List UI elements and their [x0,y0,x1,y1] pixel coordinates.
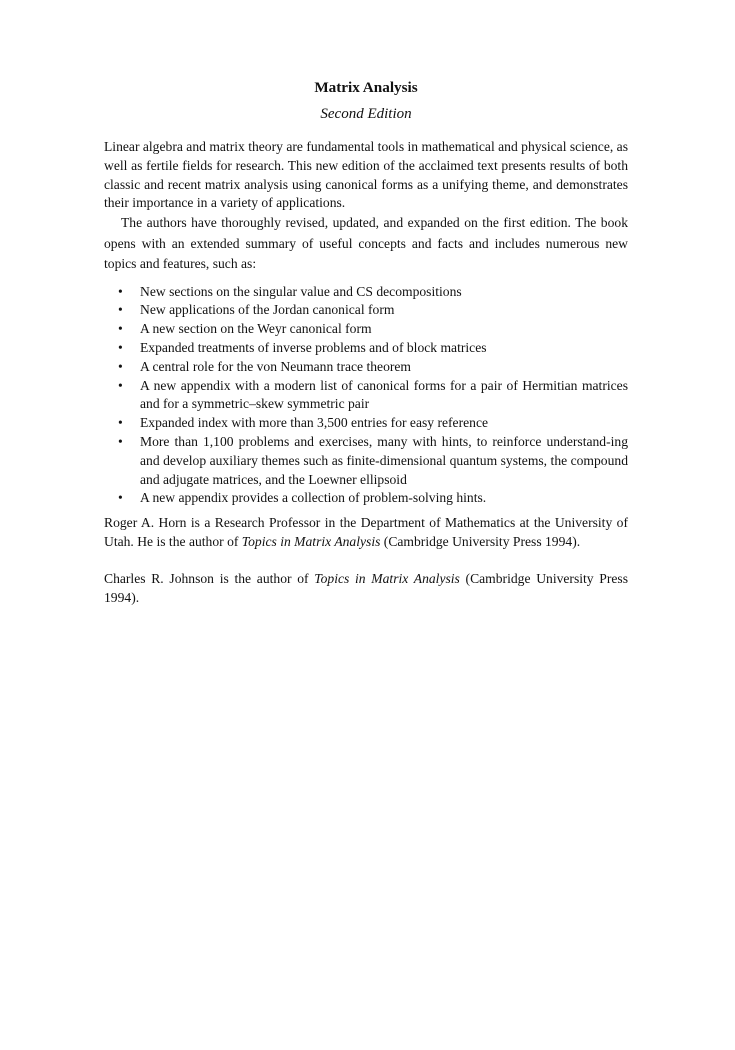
bullet-icon: • [118,302,123,318]
book-title: Matrix Analysis [314,79,418,96]
bullet-icon: • [118,321,123,337]
bio-text: Charles R. Johnson is the author of [104,570,315,586]
bullet-icon: • [118,340,123,356]
bullet-icon: • [118,283,123,299]
feature-text: A new appendix with a modern list of canonical forms for a pair of Hermitian matrices and for a symmetric–skew symmetric pair [140,377,628,412]
feature-item [104,301,628,320]
revision-paragraph: The authors have thoroughly revised, updated, and expanded on the first edition. The book opens with an extended summary of useful concepts and facts and includes numerous new topics and features, such as: [104,215,628,272]
bio-text: Roger A. Horn is a Research Professor in the Department of Mathematics at the University of Utah. He is the author of [104,515,628,550]
feature-item [104,377,628,415]
author-bio-johnson [104,570,628,608]
bullet-icon: • [118,358,123,374]
feature-item [104,414,628,433]
feature-text: A new appendix provides a collection of problem-solving hints. [140,490,487,506]
book-reference: Topics in Matrix Analysis [314,570,460,586]
bio-text: (Cambridge University Press 1994). [104,570,629,605]
feature-text: New applications of the Jordan canonical form [140,302,395,318]
book-description-page [104,78,628,607]
feature-item [104,283,628,302]
feature-text: A central role for the von Neumann trace theorem [140,358,412,374]
feature-text: Expanded index with more than 3,500 entries for easy reference [140,415,489,431]
bullet-icon: • [118,415,123,431]
edition-subtitle: Second Edition [320,106,412,122]
feature-list [104,283,628,509]
author-bio-horn [104,514,628,552]
feature-item [104,489,628,508]
bullet-icon: • [118,434,123,450]
feature-item [104,358,628,377]
feature-item [104,320,628,339]
feature-text: New sections on the singular value and CS decompositions [140,283,462,299]
book-reference: Topics in Matrix Analysis [241,534,381,550]
feature-text: A new section on the Weyr canonical form [140,321,372,337]
feature-text: More than 1,100 problems and exercises, many with hints, to reinforce understand-ing and develop auxiliary themes such as finite-dimensional quantum systems, the compound and adjugate matrices, and the Loewner ellipsoid [140,434,628,487]
bio-text: (Cambridge University Press 1994). [380,534,581,550]
intro-paragraph: Linear algebra and matrix theory are fundamental tools in mathematical and physical science, as well as fertile fields for research. This new edition of the acclaimed text presents results of both classic and recent matrix analysis using canonical forms as a unifying theme, and demonstrates their importance in a variety of applications. [104,139,628,211]
feature-item [104,339,628,358]
bullet-icon: • [118,490,123,506]
feature-item [104,433,628,489]
feature-text: Expanded treatments of inverse problems and of block matrices [140,340,487,356]
bullet-icon: • [118,377,123,393]
